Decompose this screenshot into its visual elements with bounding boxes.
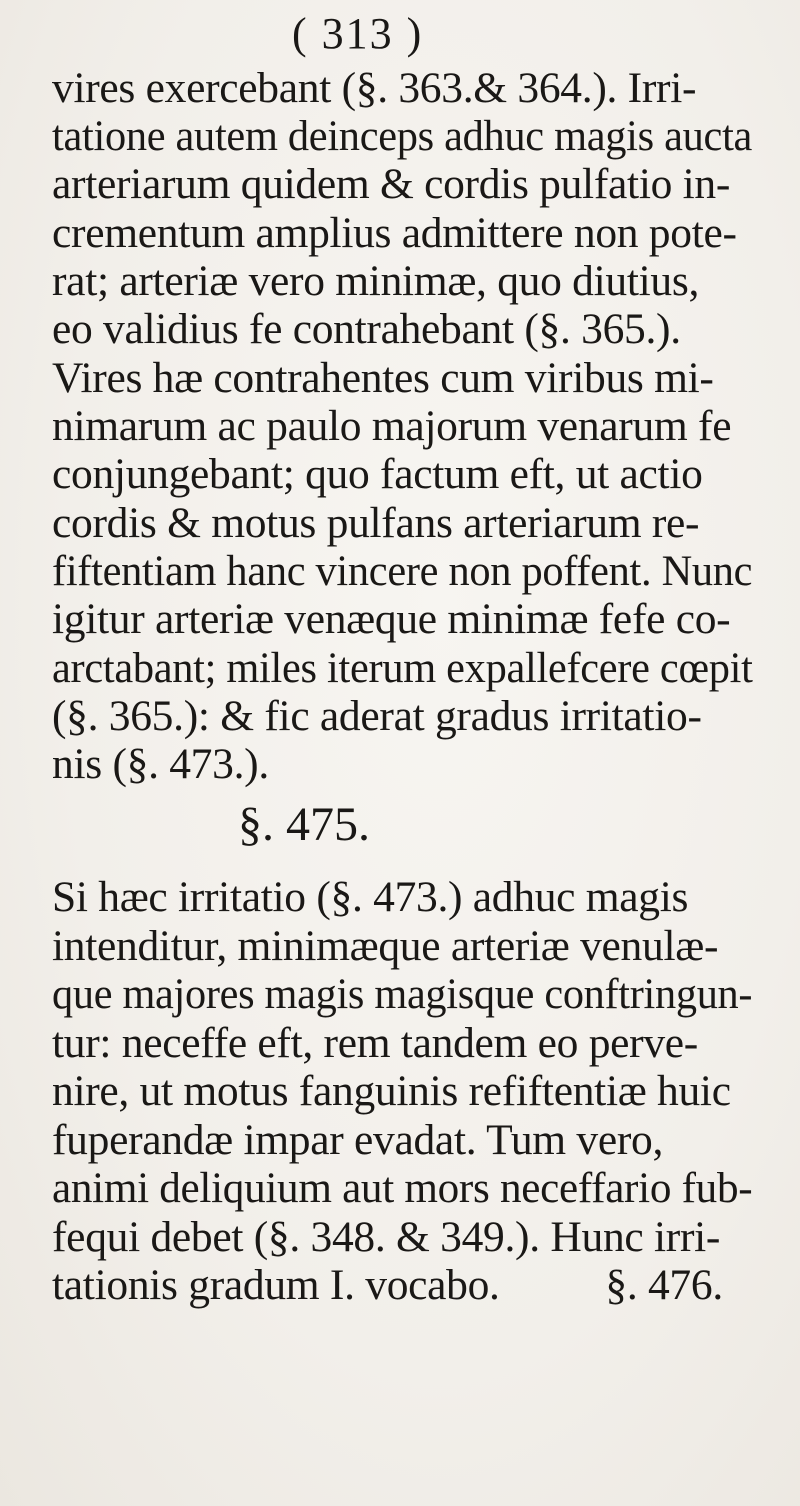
text-line: fiftentiam hanc vincere non poffent. Nunc — [52, 547, 753, 595]
text-line: nire, ut motus fanguinis refiftentiæ huic — [52, 1067, 731, 1115]
text-line: cordis & motus pulfans arteriarum re- — [52, 499, 700, 547]
text-line: nis (§. 473.). — [52, 740, 269, 788]
text-line: (§. 365.): & fic aderat gradus irritatio- — [52, 692, 702, 740]
text-line: crementum amplius admittere non pote- — [52, 209, 737, 257]
text-line: fequi debet (§. 348. & 349.). Hunc irri- — [52, 1213, 721, 1261]
text-line: arteriarum quidem & cordis pulfatio in- — [52, 160, 731, 208]
text-line: Si hæc irritatio (§. 473.) adhuc magis — [52, 873, 689, 921]
text-line: eo validius fe contrahebant (§. 365.). — [52, 305, 681, 353]
text-line: tatione autem deinceps adhuc magis aucta — [52, 112, 753, 160]
text-line: conjungebant; quo factum eft, ut actio — [52, 450, 703, 498]
text-line: nimarum ac paulo majorum venarum fe — [52, 402, 732, 450]
text-line: rat; arteriæ vero minimæ, quo diutius, — [52, 257, 700, 305]
text-line: que majores magis magisque conftringun- — [52, 970, 753, 1018]
text-line: fuperandæ impar evadat. Tum vero, — [52, 1116, 664, 1164]
text-line: tur: neceffe eft, rem tandem eo perve- — [52, 1019, 698, 1067]
page-number: ( 313 ) — [292, 9, 424, 58]
text-line: Vires hæ contrahentes cum viribus mi- — [52, 354, 714, 402]
text-line: vires exercebant (§. 363.& 364.). Irri- — [52, 64, 697, 112]
text-line: igitur arteriæ venæque minimæ fefe co- — [52, 595, 731, 643]
text-line: animi deliquium aut mors neceffario fub- — [52, 1164, 753, 1212]
section-heading: §. 475. — [238, 798, 370, 851]
text-line: arctabant; miles iterum expallefcere cœpit — [52, 644, 753, 692]
text-line: intenditur, minimæque arteriæ venulæ- — [52, 922, 719, 970]
text-line: tationis gradum I. vocabo. §. 476. — [52, 1261, 723, 1309]
